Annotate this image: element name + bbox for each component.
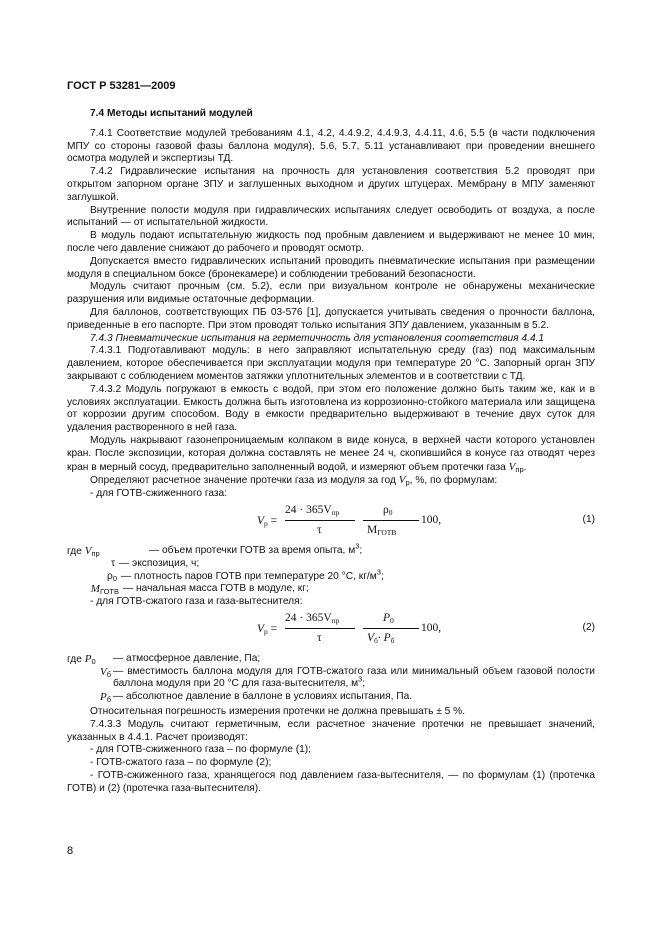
definition-body (113, 653, 260, 664)
page-number: 8 (67, 845, 74, 857)
definition-item (67, 558, 595, 571)
definition-sup: 3 (358, 675, 363, 685)
definition-text: — плотность паров ГОТВ при температуре 20 °С, кг/м (121, 570, 377, 582)
definition-item (67, 541, 595, 558)
formula-symbol: V (257, 622, 265, 635)
paragraph: 7.4.3.1 Подготавливают модуль: в него заправляют испытательную среду (газ) под максимальным давлением, которое обеспечивается при эксплуатации модуля при температуре 20 °С. Запорный орган ЗПУ закрывают с соблюдением моментов затяжки уплотнительных элементов и в соответствии с ТД. (67, 345, 595, 382)
formula-denominator-1: τ (317, 523, 322, 536)
formula-2 (67, 609, 595, 653)
definition-symbol (67, 583, 119, 597)
paragraph: Для баллонов, соответствующих ПБ 03-576 [1], допускается учитывать сведения о прочности баллона, приведенные в его паспорте. При этом проводят только испытания ЗПУ давлением, указанным в 5.2. (67, 306, 595, 331)
main-content (67, 108, 595, 796)
fraction-bar (363, 520, 419, 521)
paragraph: 7.4.3.3 Модуль считают герметичным, если расчетное значение протечки не превышает значений, указанных в 4.4.1. Расчет производят: (67, 718, 595, 743)
definition-sup: 3 (376, 567, 381, 577)
formula-number: (2) (582, 621, 595, 633)
formula-sub: б (374, 635, 378, 645)
formula-numerator-2 (383, 612, 394, 625)
definitions-2 (67, 653, 595, 704)
formula-symbol: M (90, 583, 100, 596)
formula-sub: р (264, 518, 268, 528)
paragraph: - для ГОТВ-сжиженного газа: (90, 488, 228, 500)
formula-sub: 0 (388, 507, 393, 517)
symbol-sub: пр (515, 464, 524, 474)
definitions-1 (67, 541, 595, 597)
paragraph-text: Модуль накрывают газонепроницаемым колпаком в виде конуса, в верхней части которого установлен кран. После экспозиции, которая должна составлять не менее 24 ч, скопившийся в конусе газ отводят через кран в мерный сосуд, предварительно заполненный водой, и измеряют объем протечки газа (67, 434, 595, 473)
formula-symbol: V (257, 514, 265, 527)
where-label: где (67, 545, 82, 557)
formula-sub: р (264, 626, 268, 636)
definition-end: ; (359, 544, 363, 556)
definition-item (67, 583, 595, 596)
formula-number: (1) (582, 513, 595, 525)
where-label: где (67, 653, 82, 665)
paragraph: 7.4.3.2 Модуль погружают в емкость с водой, при этом его положение должно быть таким же, как и в условиях эксплуатации. Емкость должна быть изготовлена из коррозионно-стойкого материала или защищена от коррозии другим способом. Воду в емкости предварительно выдерживают в течение двух суток для удаления растворенного в ней газа. (67, 383, 595, 434)
definition-end: ; (362, 678, 366, 690)
formula-sub: пр (331, 615, 340, 625)
definition-item (67, 691, 595, 704)
definition-text: — экспозиция, ч; (119, 557, 200, 569)
formula-text: 24 · 365V (285, 503, 332, 516)
formula-equals: = (270, 622, 278, 635)
fraction-bar (285, 520, 355, 521)
definition-text: — атмосферное давление, Па; (113, 652, 261, 664)
paragraph: 7.4.2 Гидравлические испытания на прочность для установления соответствия 5.2 проводят при открытом запорном органе ЗПУ и заглушенных выходном и других штуцерах. Мембрану в МПУ заменяют заглушкой. (67, 166, 595, 203)
formula-symbol: V (99, 665, 107, 678)
formula-symbol: ρ (107, 570, 113, 582)
definition-body (123, 583, 309, 594)
definition-symbol (67, 545, 147, 559)
formula-sub: 0 (91, 656, 96, 666)
formula-denominator-2 (367, 524, 396, 537)
symbol-v: V (398, 474, 406, 487)
definition-body (113, 691, 412, 702)
fraction-bar (363, 628, 419, 629)
definition-item (67, 666, 595, 692)
fraction-bar (285, 628, 355, 629)
formula-sub: б (106, 669, 111, 679)
paragraph: - ГОТВ-сжатого газа – по формуле (2); (90, 757, 272, 769)
paragraph: Относительная погрешность измерения протечки не должна превышать ± 5 %. (90, 706, 466, 718)
formula-symbol: V (367, 631, 375, 644)
formula-sub: б (390, 635, 395, 645)
subsection-title (67, 333, 595, 346)
paragraph: 7.4.1 Соответствие модулей требованиям 4.1, 4.2, 4.4.9.2, 4.4.9.3, 4.4.11, 4.6, 5.5 (в части подключения МПУ со стороны газовой фазы баллона модуля), 5.6, 5.7, 5.11 устанавливают при проведении внешнего осмотра модулей и экспертизы ТД. (67, 127, 595, 165)
formula-text: 24 · 365V (285, 611, 332, 624)
formula-sub: ГОТВ (99, 587, 119, 597)
section-title: 7.4 Методы испытаний модулей (90, 108, 253, 119)
formula-symbol: τ (110, 557, 115, 569)
symbol-v: V (508, 460, 516, 473)
subsection-title-text: 7.4.3 Пневматические испытания на герметичность для установления соответствия 4.4.1 (90, 332, 545, 344)
definition-text: — начальная масса ГОТВ в модуле, кг; (123, 583, 309, 595)
paragraph: В модуль подают испытательную жидкость под пробным давлением и выдерживают не менее 10 мин, после чего давление снижают до рабочего и проводят осмотр. (67, 230, 595, 254)
formula-sub: пр (331, 507, 340, 517)
definition-symbol (67, 691, 111, 705)
definition-body (119, 558, 199, 569)
formula-text: М (367, 523, 378, 536)
formula-1 (67, 501, 595, 545)
paragraph: Допускается вместо гидравлических испытаний проводить пневматические испытания при размещении модуля в специальном боксе (бронекамере) и соблюдении требований безопасности. (67, 255, 595, 280)
symbol-sub: р (405, 478, 410, 488)
paragraph: Модуль считают прочным (см. 5.2), если при визуальном контроле не обнаружены механические разрушения или видимые остаточные деформации. (67, 281, 595, 306)
formula-symbol: · P (377, 631, 391, 644)
formula-lhs (257, 515, 277, 528)
formula-denominator-2 (367, 632, 394, 645)
formula-tail: 100, (421, 513, 442, 526)
formula-sub: ГОТВ (377, 527, 397, 537)
formula-symbol: P (84, 652, 92, 665)
definition-body (121, 567, 384, 582)
document-header: ГОСТ Р 53281—2009 (67, 80, 176, 92)
definition-symbol (67, 558, 115, 571)
formula-symbol: P (99, 691, 107, 704)
paragraph: Внутренние полости модуля при гидравлических испытаниях следует освободить от воздуха, а после испытаний — от испытательной жидкости. (67, 204, 595, 229)
definition-symbol (67, 571, 117, 584)
formula-sub: б (106, 695, 111, 705)
paragraph-text: , %, по формулам: (409, 475, 498, 487)
formula-sub: 0 (390, 615, 394, 625)
definition-text: — объем протечки ГОТВ за время опыта, м (149, 544, 356, 556)
formula-sub: пр (91, 548, 100, 558)
formula-symbol: V (84, 544, 92, 557)
formula-numerator-1 (285, 612, 339, 625)
definition-item (67, 567, 595, 584)
paragraph: Модуль накрывают газонепроницаемым колпаком в виде конуса, в верхней части которого установлен кран. После экспозиции, которая должна составлять не менее 24 ч, скопившийся в конусе газ отводят через кран в мерный сосуд, предварительно заполненный водой, и измеряют объем протечки газа $V_{пр}$. (67, 434, 595, 474)
formula-equals: = (270, 514, 278, 527)
paragraph: - для ГОТВ-сжатого газа и газа-вытеснителя: (90, 596, 303, 608)
formula-lhs (257, 623, 277, 636)
formula-numerator-2 (383, 504, 393, 517)
paragraph-text: Определяют расчетное значение протечки газа из модуля за год (90, 475, 396, 487)
paragraph (67, 474, 595, 488)
definition-sup: 3 (355, 541, 360, 551)
formula-symbol: P (383, 611, 391, 624)
definition-text: — абсолютное давление в баллоне в условиях испытания, Па. (113, 691, 413, 703)
formula-numerator-1 (285, 504, 339, 517)
definition-body (113, 666, 595, 690)
definition-item (67, 653, 595, 666)
definition-symbol (67, 666, 111, 680)
formula-tail: 100, (421, 621, 442, 634)
paragraph: - ГОТВ-сжиженного газа, хранящегося под давлением газа-вытеснителя, — по формулам (1) (протечка ГОТВ) и (2) (протечка газа-вытеснителя). (67, 770, 595, 794)
definition-end: ; (380, 570, 384, 582)
definition-text: — вместимость баллона модуля для ГОТВ-сжатого газа или минимальный объем газовой полости баллона модуля при 20 °С для газа-вытеснителя, м (113, 665, 595, 690)
formula-sub: 0 (112, 573, 117, 583)
paragraph: - для ГОТВ-сжиженного газа – по формуле (1); (90, 744, 311, 756)
formula-denominator-1: τ (317, 631, 322, 644)
formula-text: ρ (383, 503, 389, 516)
